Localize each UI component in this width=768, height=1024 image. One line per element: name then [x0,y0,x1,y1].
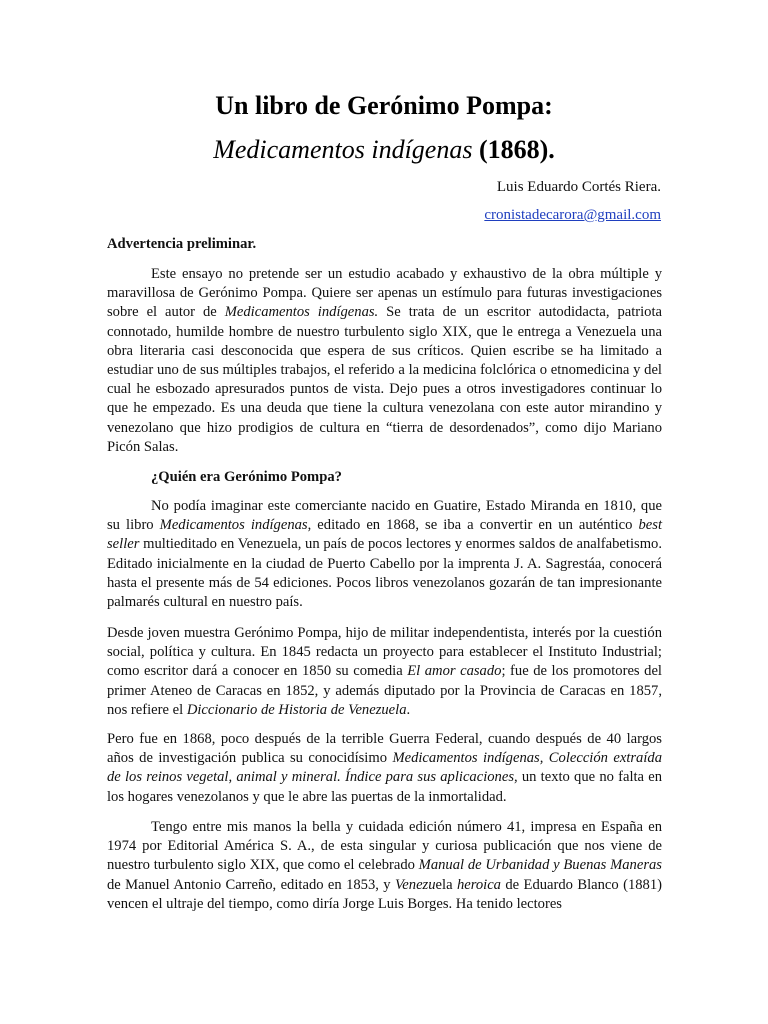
paragraph-5: Tengo entre mis manos la bella y cuidada edición número 41, impresa en España en 1974 por Editorial América S. A., de esta singular y curiosa publicación que nos viene de nuestro turbulento siglo XIX, que como el celebrado Manual de Urbanidad y Buenas Maneras de Manuel Antonio Carreño, editado en 1853, y Venezuela heroica de Eduardo Blanco (1881) vencen el ultraje del tiempo, como diría Jorge Luis Borges. Ha tenido lectores [107,819,662,912]
author-email-link[interactable]: cronistadecarora@gmail.com [484,207,661,223]
author-name: Luis Eduardo Cortés Riera. [496,179,661,195]
paragraph-3: Desde joven muestra Gerónimo Pompa, hijo de militar independentista, interés por la cuestión social, política y cultura. En 1845 redacta un proyecto para establecer el Instituto Industrial; como escritor dará a conocer en 1850 su comedia El amor casado; fue de los promotores del primer Ateneo de Caracas en 1852, y además diputado por la Provincia de Caracas en 1857, nos refiere el Diccionario de Historia de Venezuela. [107,625,662,718]
paragraph-1: Este ensayo no pretende ser un estudio acabado y exhaustivo de la obra múltiple y maravillosa de Gerónimo Pompa. Quiere ser apenas un estímulo para futuras investigaciones sobre el autor de Medicamentos indígenas. Se trata de un escritor autodidacta, patriota connotado, humilde hombre de nuestro turbulento siglo XIX, que le entrega a Venezuela una obra literaria casi desconocida que espera de sus críticos. Quien escribe se ha limitado a estudiar uno de sus múltiples trabajos, el referido a la medicina folclórica o etnomedicina y del cual he esbozado apresurados puntos de vista. Dejo pues a otros investigadores continuar lo que he empezado. Es una deuda que tiene la cultura venezolana con este autor mirandino y venezolano que hizo prodigios de cultura en “tierra de desordenados”, como dijo Mariano Picón Salas. [107,266,663,455]
paragraph-4: Pero fue en 1868, poco después de la terrible Guerra Federal, cuando después de 40 largos años de investigación publica su conocidísimo Medicamentos indígenas, Colección extraída de los reinos vegetal, animal y mineral. Índice para sus aplicaciones, un texto que no falta en los hogares venezolanos y que le abre las puertas de la inmortalidad. [107,731,663,805]
book-title: Medicamentos indígenas [213,135,473,164]
paragraph-2: No podía imaginar este comerciante nacido en Guatire, Estado Miranda en 1810, que su libro Medicamentos indígenas, editado en 1868, se iba a convertir en un auténtico best seller multieditado en Venezuela, un país de pocos lectores y enormes saldos de analfabetismo. Editado inicialmente en la ciudad de Puerto Cabello por la imprenta J. A. Sagrestáa, conocerá hasta el presente más de 54 ediciones. Pocos libros venezolanos gozarán de tan impresionante palmarés cultural en nuestro país. [107,498,662,611]
book-year: (1868). [472,135,555,164]
page-title: Un libro de Gerónimo Pompa: [215,91,553,120]
page-subtitle [0,134,768,166]
section-heading-quien-era: ¿Quién era Gerónimo Pompa? [151,469,342,485]
section-heading-advertencia: Advertencia preliminar. [107,236,257,252]
